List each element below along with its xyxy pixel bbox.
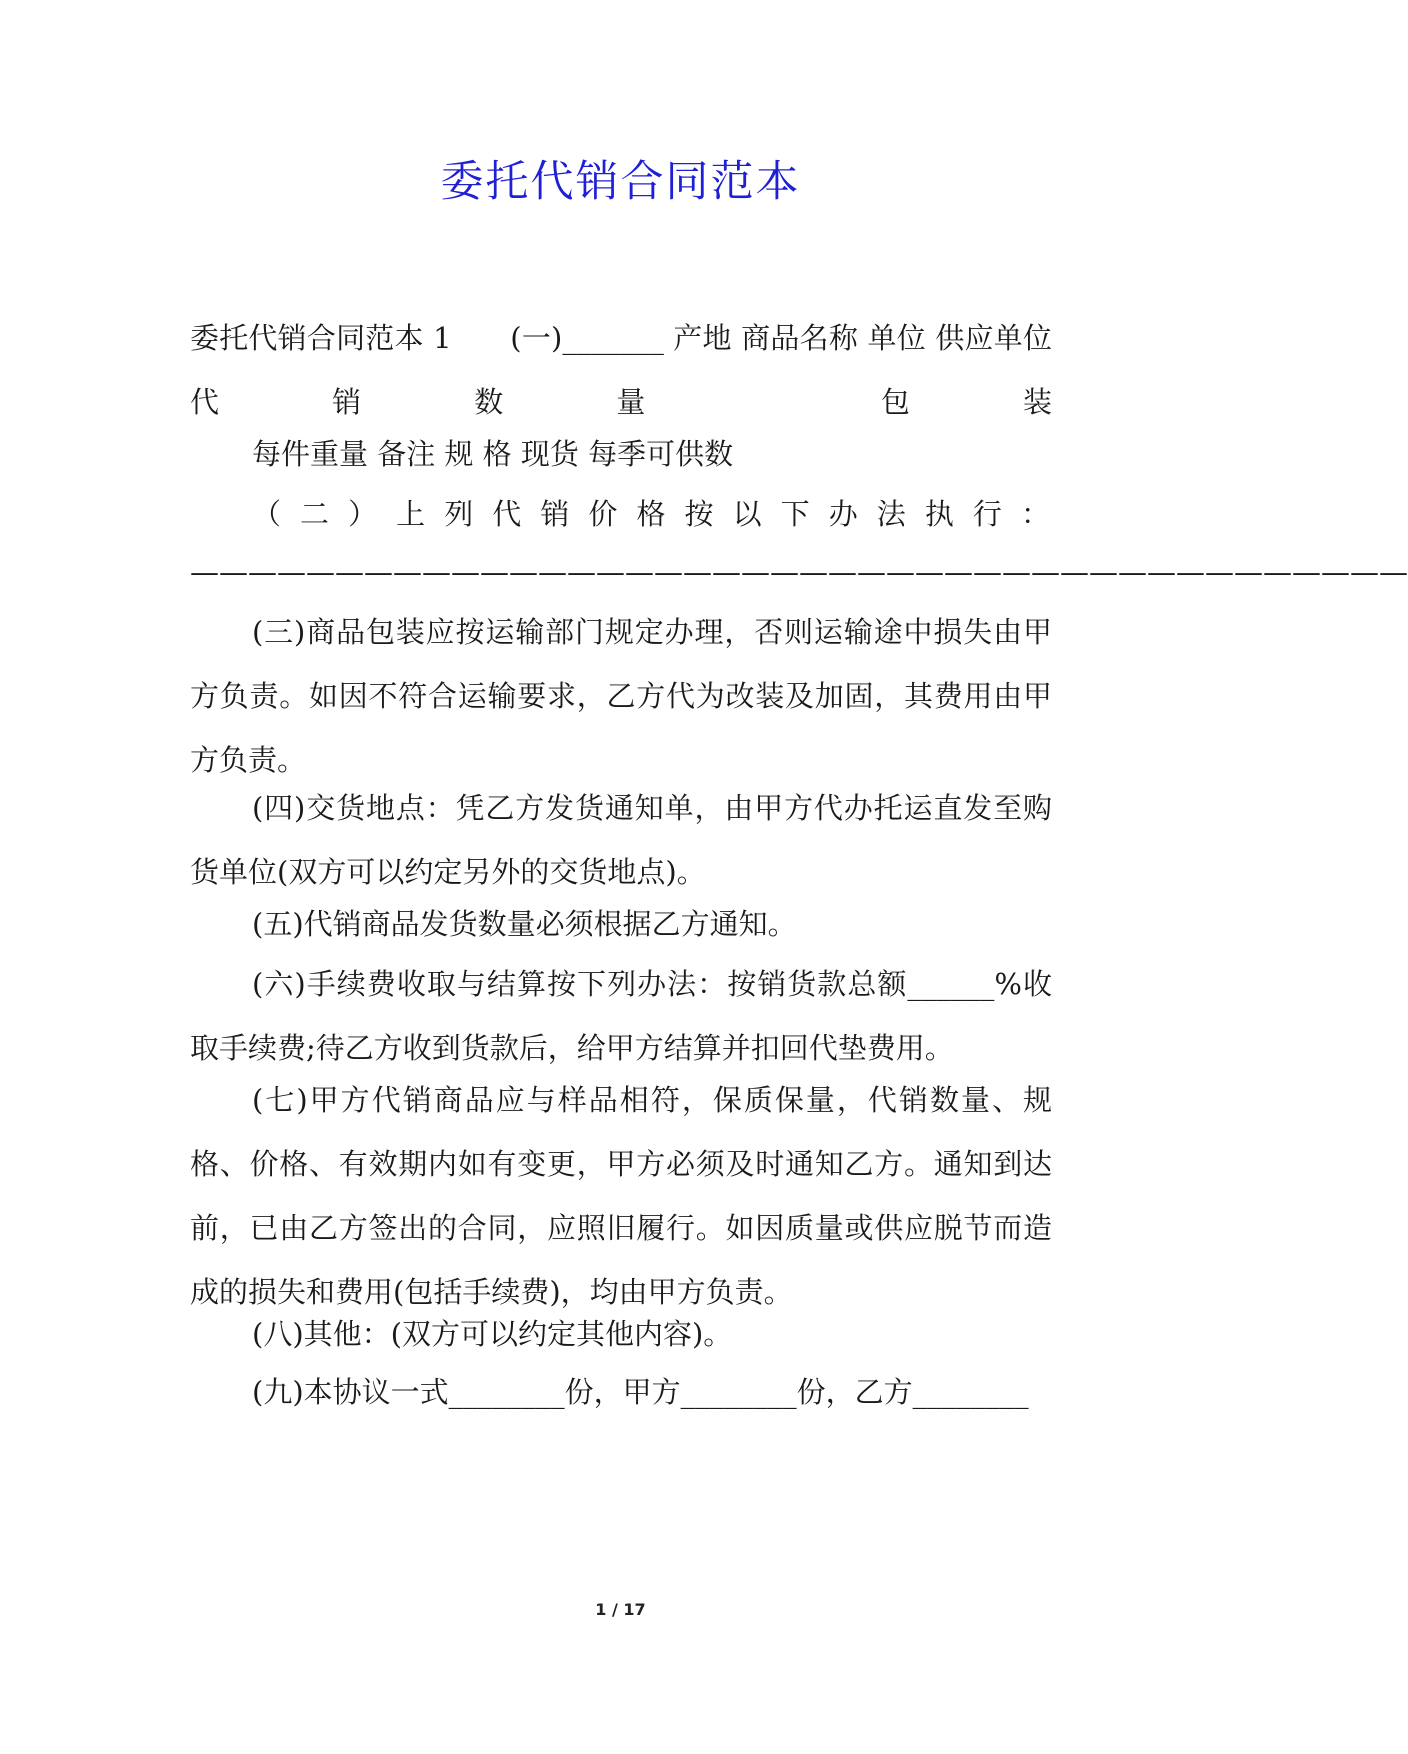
body-paragraph-5-block (190, 776, 1052, 904)
body-paragraph: (五)代销商品发货数量必须根据乙方通知。 (252, 907, 797, 941)
body-paragraph-10-block (190, 1360, 1052, 1424)
body-paragraph-4-block (190, 600, 1052, 792)
body-paragraph: （二）上列代销价格按以下办法执行： (252, 497, 1052, 531)
body-paragraph: (七)甲方代销商品应与样品相符，保质保量，代销数量、规格、价格、有效期内如有变更，甲方必须及时通知乙方。通知到达前，已由乙方签出的合同，应照旧履行。如因质量或供应脱节而造成的损失和费用(包括手续费)，均由甲方负责。 (190, 1083, 1052, 1309)
fill-in-blank-line: —————————————————————————————————————————— (190, 555, 1408, 589)
body-paragraph: 每件重量 备注 规 格 现货 每季可供数 (252, 437, 734, 471)
document-title: 委托代销合同范本 (440, 157, 801, 207)
body-paragraph-7-block (190, 952, 1052, 1080)
body-paragraph-2-block (190, 422, 1052, 486)
body-paragraph: (九)本协议一式________份，甲方________份，乙方________ (252, 1375, 1029, 1409)
body-paragraph: (三)商品包装应按运输部门规定办理，否则运输途中损失由甲方负责。如因不符合运输要求，乙方代为改装及加固，其费用由甲方负责。 (190, 615, 1052, 777)
body-paragraph: (四)交货地点：凭乙方发货通知单，由甲方代办托运直发至购货单位(双方可以约定另外的交货地点)。 (190, 791, 1052, 889)
body-paragraph-8-block (190, 1068, 1052, 1324)
blank-line-block (190, 540, 1408, 604)
page-number: 1 / 17 (595, 1600, 646, 1619)
body-paragraph: 委托代销合同范本 1 (一)_______ 产地 商品名称 单位 供应单位 代销数量 包装 (190, 321, 1052, 419)
body-paragraph: (八)其他：(双方可以约定其他内容)。 (252, 1317, 733, 1351)
body-paragraph-6-block (190, 892, 1052, 956)
body-paragraph: (六)手续费收取与结算按下列办法：按销货款总额______%收取手续费;待乙方收到货款后，给甲方结算并扣回代垫费用。 (190, 967, 1052, 1065)
body-paragraph-9-block (190, 1302, 1052, 1366)
body-paragraph-1-block (190, 306, 1052, 434)
body-paragraph-3-block (252, 482, 1052, 546)
